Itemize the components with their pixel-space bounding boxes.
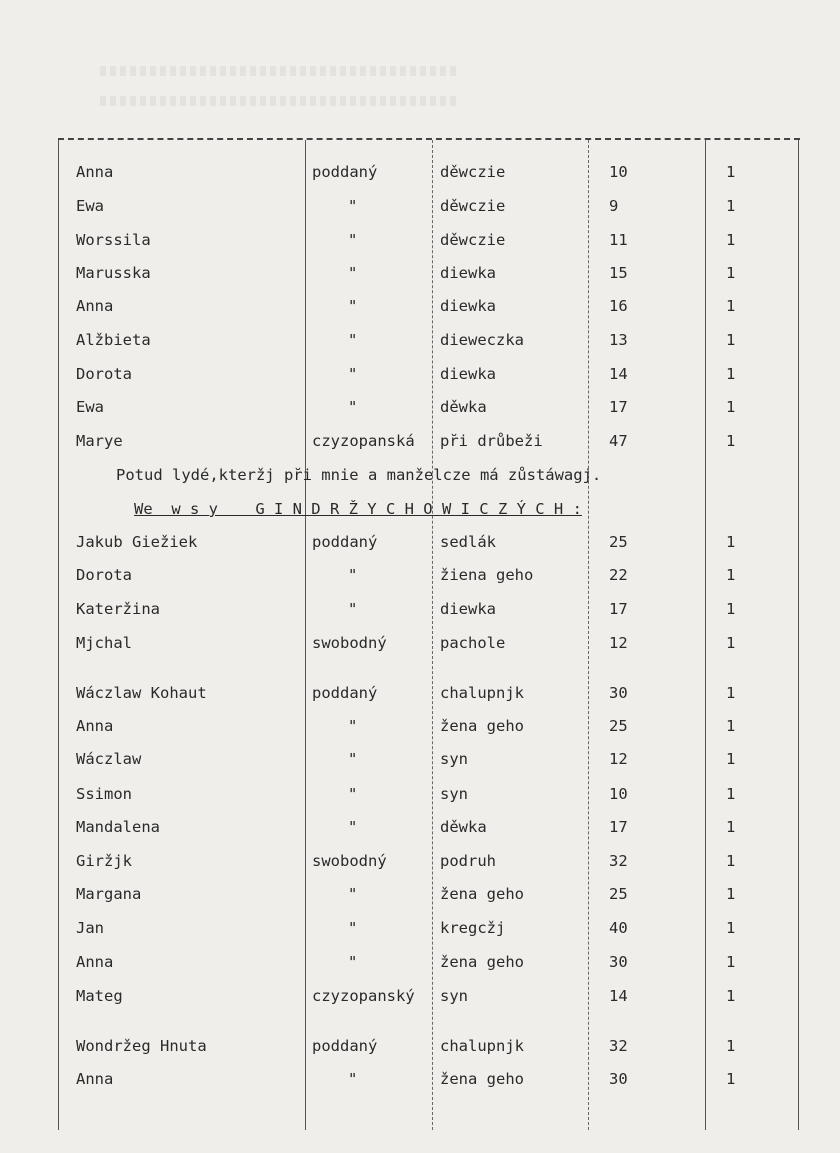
- person-name: Marusska: [76, 264, 151, 282]
- household-role: děwka: [440, 398, 487, 416]
- age: 30: [609, 1070, 628, 1088]
- person-name: Anna: [76, 953, 114, 971]
- table-row: [0, 297, 840, 325]
- person-name: Wondržeg Hnuta: [76, 1037, 207, 1055]
- household-role: děwka: [440, 818, 487, 836]
- person-name: Worssila: [76, 231, 151, 249]
- section-caption: Potud lydé,kteržj pr̆i mnie a manželcze má zůstáwagj.: [116, 466, 602, 484]
- legal-status: ": [348, 600, 358, 618]
- legal-status: ": [348, 331, 358, 349]
- table-row: [0, 919, 840, 947]
- household-role: podruh: [440, 852, 496, 870]
- faint-bleed-through: [100, 96, 460, 106]
- legal-status: ": [348, 750, 358, 768]
- person-name: Alžbieta: [76, 331, 151, 349]
- count: 1: [726, 264, 736, 282]
- person-name: Dorota: [76, 365, 132, 383]
- person-name: Ewa: [76, 398, 104, 416]
- household-role: žena geho: [440, 1070, 524, 1088]
- household-role: diewka: [440, 297, 496, 315]
- legal-status: ": [348, 398, 358, 416]
- person-name: Marye: [76, 432, 123, 450]
- count: 1: [726, 634, 736, 652]
- table-row: [0, 231, 840, 259]
- person-name: Ewa: [76, 197, 104, 215]
- legal-status: poddaný: [312, 533, 378, 551]
- age: 10: [609, 785, 628, 803]
- household-role: chalupnjk: [440, 1037, 524, 1055]
- legal-status: ": [348, 566, 358, 584]
- person-name: Mateg: [76, 987, 123, 1005]
- household-role: diewka: [440, 600, 496, 618]
- household-role: syn: [440, 785, 468, 803]
- age: 17: [609, 600, 628, 618]
- count: 1: [726, 331, 736, 349]
- count: 1: [726, 785, 736, 803]
- person-name: Dorota: [76, 566, 132, 584]
- age: 12: [609, 750, 628, 768]
- section-heading: We w s y G I N D R Ž Y C H O W I C Z Ý C H :: [134, 500, 582, 518]
- household-role: sedlák: [440, 533, 496, 551]
- household-role: dieweczka: [440, 331, 524, 349]
- count: 1: [726, 197, 736, 215]
- count: 1: [726, 684, 736, 702]
- count: 1: [726, 231, 736, 249]
- count: 1: [726, 987, 736, 1005]
- household-role: děwczie: [440, 197, 506, 215]
- age: 14: [609, 365, 628, 383]
- table-row: [0, 684, 840, 712]
- person-name: Anna: [76, 163, 114, 181]
- person-name: Jan: [76, 919, 104, 937]
- age: 25: [609, 885, 628, 903]
- household-role: pr̆i drůbeži: [440, 432, 543, 450]
- table-row: [0, 785, 840, 813]
- table-row: [0, 432, 840, 460]
- legal-status: ": [348, 885, 358, 903]
- legal-status: czyzopanská: [312, 432, 415, 450]
- household-role: kregcžj: [440, 919, 506, 937]
- table-row: [0, 885, 840, 913]
- table-row: [0, 163, 840, 191]
- table-row: [0, 533, 840, 561]
- count: 1: [726, 1037, 736, 1055]
- age: 14: [609, 987, 628, 1005]
- household-role: děwczie: [440, 163, 506, 181]
- age: 30: [609, 684, 628, 702]
- age: 12: [609, 634, 628, 652]
- person-name: Wáczlaw: [76, 750, 142, 768]
- legal-status: swobodný: [312, 852, 387, 870]
- age: 17: [609, 398, 628, 416]
- household-role: děwczie: [440, 231, 506, 249]
- person-name: Kateržina: [76, 600, 160, 618]
- legal-status: ": [348, 1070, 358, 1088]
- legal-status: ": [348, 197, 358, 215]
- person-name: Anna: [76, 717, 114, 735]
- household-role: diewka: [440, 264, 496, 282]
- legal-status: poddaný: [312, 1037, 378, 1055]
- table-row: [0, 1037, 840, 1065]
- legal-status: ": [348, 365, 358, 383]
- table-row: [0, 264, 840, 292]
- age: 15: [609, 264, 628, 282]
- age: 17: [609, 818, 628, 836]
- person-name: Mandalena: [76, 818, 160, 836]
- count: 1: [726, 953, 736, 971]
- count: 1: [726, 600, 736, 618]
- count: 1: [726, 750, 736, 768]
- count: 1: [726, 297, 736, 315]
- age: 32: [609, 1037, 628, 1055]
- count: 1: [726, 163, 736, 181]
- age: 10: [609, 163, 628, 181]
- person-name: Giržjk: [76, 852, 132, 870]
- age: 11: [609, 231, 628, 249]
- count: 1: [726, 566, 736, 584]
- age: 47: [609, 432, 628, 450]
- person-name: Anna: [76, 1070, 114, 1088]
- household-role: syn: [440, 987, 468, 1005]
- count: 1: [726, 1070, 736, 1088]
- legal-status: czyzopanský: [312, 987, 415, 1005]
- legal-status: ": [348, 953, 358, 971]
- table-row: [0, 1070, 840, 1098]
- legal-status: ": [348, 785, 358, 803]
- count: 1: [726, 533, 736, 551]
- table-row: [0, 818, 840, 846]
- age: 25: [609, 533, 628, 551]
- count: 1: [726, 717, 736, 735]
- count: 1: [726, 885, 736, 903]
- person-name: Margana: [76, 885, 142, 903]
- person-name: Ssimon: [76, 785, 132, 803]
- age: 40: [609, 919, 628, 937]
- age: 9: [609, 197, 619, 215]
- legal-status: ": [348, 818, 358, 836]
- faint-bleed-through: [100, 66, 460, 76]
- person-name: Jakub Giežiek: [76, 533, 198, 551]
- table-row: [0, 197, 840, 225]
- table-row: [0, 750, 840, 778]
- household-role: žena geho: [440, 717, 524, 735]
- table-row: [0, 365, 840, 393]
- household-role: diewka: [440, 365, 496, 383]
- table-row: [0, 717, 840, 745]
- count: 1: [726, 365, 736, 383]
- table-top-rule: [58, 138, 800, 140]
- count: 1: [726, 919, 736, 937]
- age: 30: [609, 953, 628, 971]
- legal-status: ": [348, 297, 358, 315]
- person-name: Mjchal: [76, 634, 132, 652]
- count: 1: [726, 432, 736, 450]
- legal-status: ": [348, 919, 358, 937]
- table-row: [0, 600, 840, 628]
- person-name: Anna: [76, 297, 114, 315]
- table-row: [0, 634, 840, 662]
- legal-status: poddaný: [312, 684, 378, 702]
- legal-status: poddaný: [312, 163, 378, 181]
- count: 1: [726, 818, 736, 836]
- age: 32: [609, 852, 628, 870]
- legal-status: ": [348, 717, 358, 735]
- table-row: [0, 398, 840, 426]
- table-row: [0, 953, 840, 981]
- household-role: žiena geho: [440, 566, 534, 584]
- household-role: chalupnjk: [440, 684, 524, 702]
- person-name: Wáczlaw Kohaut: [76, 684, 207, 702]
- legal-status: swobodný: [312, 634, 387, 652]
- count: 1: [726, 852, 736, 870]
- age: 13: [609, 331, 628, 349]
- table-row: [0, 566, 840, 594]
- age: 16: [609, 297, 628, 315]
- table-row: [0, 987, 840, 1015]
- table-row: [0, 852, 840, 880]
- household-role: žena geho: [440, 953, 524, 971]
- legal-status: ": [348, 264, 358, 282]
- household-role: žena geho: [440, 885, 524, 903]
- table-row: [0, 331, 840, 359]
- legal-status: ": [348, 231, 358, 249]
- household-role: pachole: [440, 634, 506, 652]
- age: 25: [609, 717, 628, 735]
- count: 1: [726, 398, 736, 416]
- age: 22: [609, 566, 628, 584]
- household-role: syn: [440, 750, 468, 768]
